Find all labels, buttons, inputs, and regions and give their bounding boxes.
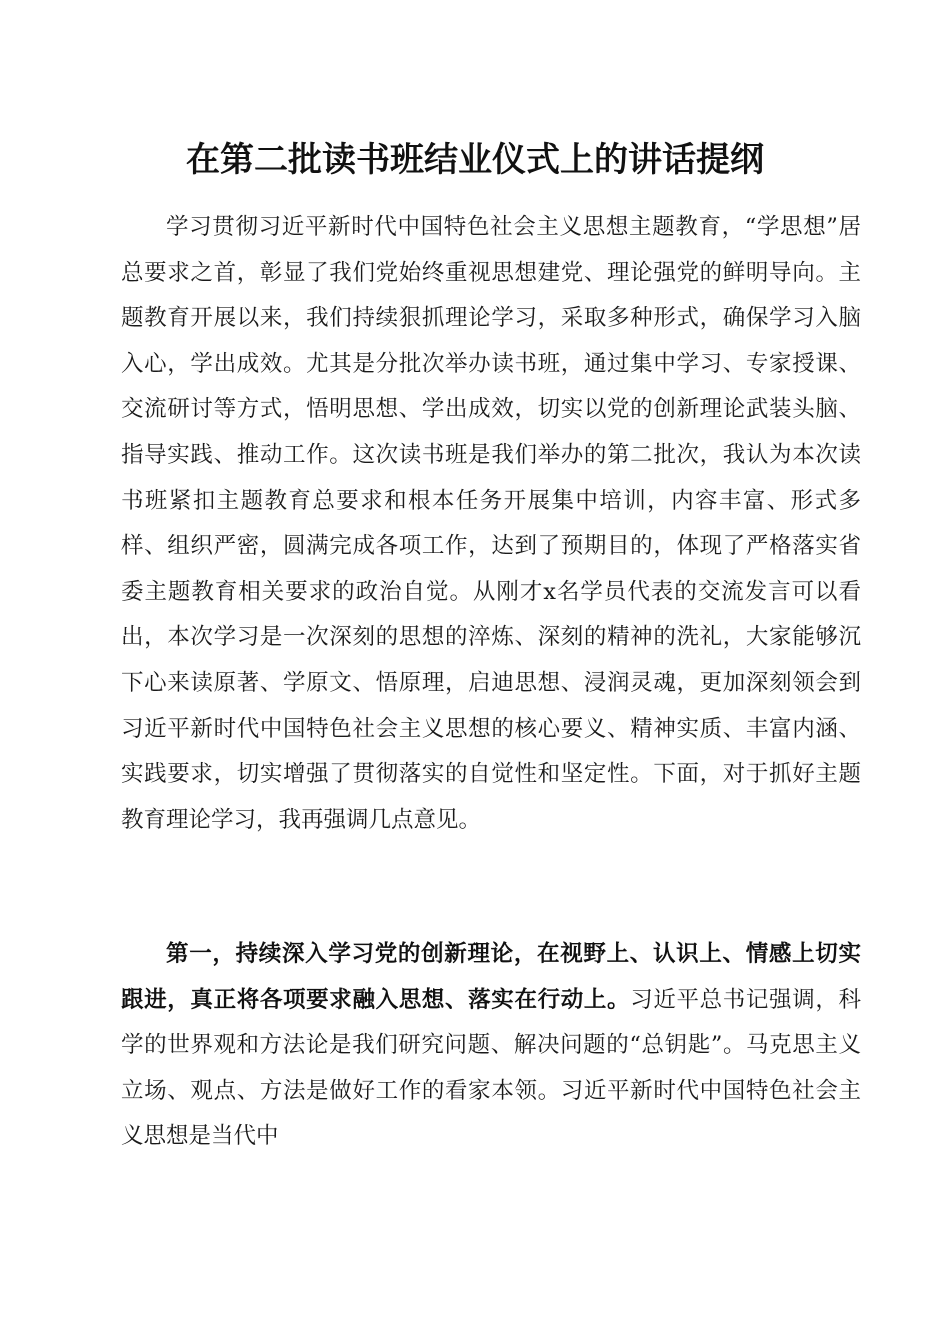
paragraph-intro xyxy=(121,205,861,843)
paragraph-first-point xyxy=(121,932,861,1160)
document-title: 在第二批读书班结业仪式上的讲话提纲 xyxy=(186,140,764,180)
paragraph-lead: 第一，持续深入学习党的创新理论，在视野上、认识上、情感上切实跟进，真正将各项要求融入思想、落实在行动上。 xyxy=(121,941,861,1013)
paragraph-text: 学习贯彻习近平新时代中国特色社会主义思想主题教育，“学思想”居总要求之首，彰显了我们党始终重视思想建党、理论强党的鲜明导向。主题教育开展以来，我们持续狠抓理论学习，采取多种形式，确保学习入脑入心，学出成效。尤其是分批次举办读书班，通过集中学习、专家授课、交流研讨等方式，悟明思想、学出成效，切实以党的创新理论武装头脑、指导实践、推动工作。这次读书班是我们举办的第二批次，我认为本次读书班紧扣主题教育总要求和根本任务开展集中培训，内容丰富、形式多样、组织严密，圆满完成各项工作，达到了预期目的，体现了严格落实省委主题教育相关要求的政治自觉。从刚才x名学员代表的交流发言可以看出，本次学习是一次深刻的思想的淬炼、深刻的精神的洗礼，大家能够沉下心来读原著、学原文、悟原理，启迪思想、浸润灵魂，更加深刻领会到习近平新时代中国特色社会主义思想的核心要义、精神实质、丰富内涵、实践要求，切实增强了贯彻落实的自觉性和坚定性。下面，对于抓好主题教育理论学习，我再强调几点意见。 xyxy=(121,214,861,833)
paragraph-text: 习近平总书记强调，科学的世界观和方法论是我们研究问题、解决问题的“总钥匙”。马克思主义立场、观点、方法是做好工作的看家本领。习近平新时代中国特色社会主义思想是当代中 xyxy=(121,986,861,1150)
